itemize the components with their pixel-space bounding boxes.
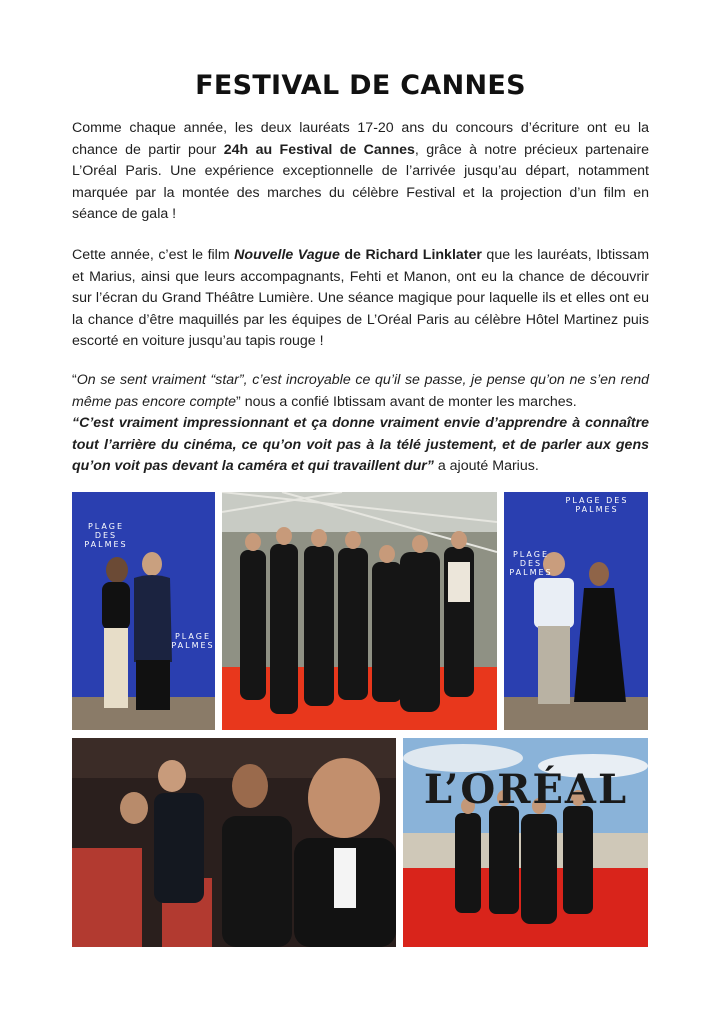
quote-open-mark: “	[72, 372, 77, 388]
wall-sign-text: PLAGE DES PALMES	[84, 522, 128, 549]
film-text-2: que les lauréats, Ibtissam et Marius, ainsi que leurs accompagnants, Fehti et Manon, ont eu la chance de découvrir sur l’écran du Grand Théâtre Lumière. Une séance magique pour laquelle ils et elles ont eu la chance d’être maquillés par les équipes de L’Oréal Paris au célèbre Hôtel Martinez puis escorté en voiture jusqu’au tapis rouge !	[72, 247, 650, 350]
film-director: de Richard Linklater	[339, 247, 482, 263]
intro-text-2: , grâce à notre précieux partenaire L’Oréal Paris. Une expérience exceptionnelle de l’arrivée jusqu’au départ, notamment marquée par la montée des marches du célèbre Festival et la projection d’un film en séance de gala !	[72, 141, 649, 223]
paragraph-film	[72, 245, 649, 353]
wall-sign-text-3: PLAGE DES PALMES	[565, 496, 629, 514]
wall-sign-text-2: PLAGE PALMES	[171, 632, 215, 650]
paragraph-intro	[72, 118, 649, 226]
photo-loreal-sign-group	[403, 738, 648, 947]
quote-close-mark: ”	[236, 393, 241, 410]
film-text-1: Cette année, c’est le film	[72, 247, 235, 263]
loreal-sign-text: L’ORÉAL	[423, 766, 629, 813]
photo-theatre-selfie	[72, 738, 396, 947]
film-title: Nouvelle Vague	[234, 247, 340, 263]
photo-companions-blue-wall	[504, 492, 648, 730]
quote-ibtissam: On se sent vraiment “star”, c’est incroyable ce qu’il se passe, je pense qu’on ne s’en rend même pas encore compte	[72, 372, 649, 410]
quote-marius: “C’est vraiment impressionnant et ça donne vraiment envie d’apprendre à connaître tout l’arrière du cinéma, ce qu’on voit pas à la télé justement, et de parler aux gens qu’on voit pas devant la caméra et qui travaillent dur”	[72, 415, 649, 475]
intro-text-1: Comme chaque année, les deux lauréats 17-20 ans du concours d’écriture ont eu la chance de partir pour	[72, 120, 649, 158]
intro-bold-festival: 24h au Festival de Cannes	[223, 141, 415, 158]
photo-group-red-carpet	[222, 492, 497, 730]
paragraph-quotes	[72, 370, 649, 478]
quote-marius-attribution: a ajouté Marius.	[433, 458, 539, 475]
wall-sign-text-4: PLAGE DES PALMES	[509, 550, 553, 577]
photo-couple-blue-wall	[72, 492, 215, 730]
page-title: FESTIVAL DE CANNES	[195, 70, 526, 101]
quote-ibtissam-attribution: nous a confié Ibtissam avant de monter les marches.	[240, 393, 577, 410]
